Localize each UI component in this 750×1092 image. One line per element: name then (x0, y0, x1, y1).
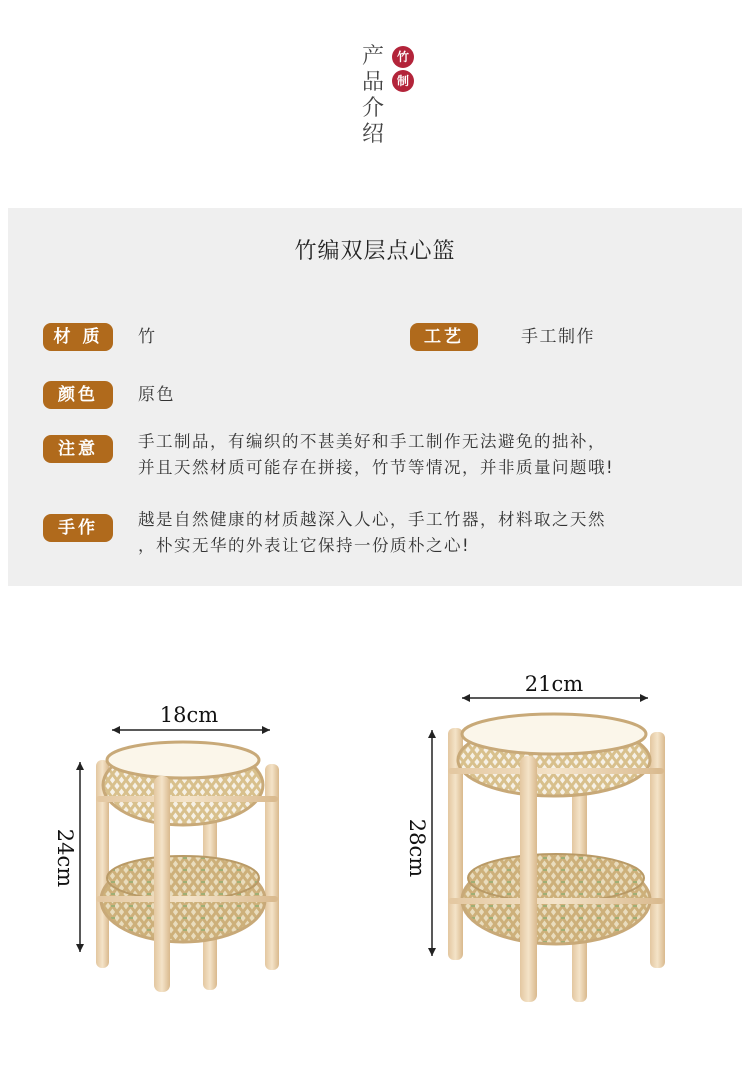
header (0, 0, 750, 200)
handmade-line-2: ，朴实无华的外表让它保持一份质朴之心! (138, 536, 471, 555)
bamboo-seal-logo (392, 46, 416, 94)
product-photos (0, 600, 750, 1088)
seal-char: 竹 (392, 46, 414, 68)
product-info-panel (8, 208, 742, 586)
title-char: 产 (362, 44, 385, 69)
large-height-label: 28cm (405, 818, 429, 878)
product-name: 竹编双层点心篮 (294, 239, 456, 264)
color-badge: 颜色 (43, 381, 113, 409)
title-char: 绍 (362, 122, 385, 147)
craft-badge: 工艺 (410, 323, 478, 351)
small-basket (53, 703, 279, 992)
material-value: 竹 (138, 327, 157, 347)
craft-value: 手工制作 (521, 327, 595, 347)
small-width-label: 18cm (159, 703, 219, 727)
handmade-line-1: 越是自然健康的材质越深入人心，手工竹器，材料取之天然 (138, 510, 606, 529)
material-badge: 材 质 (43, 323, 113, 351)
note-badge: 注意 (43, 435, 113, 463)
small-height-label: 24cm (53, 828, 77, 888)
large-basket (405, 672, 665, 1002)
title-char: 介 (362, 96, 385, 121)
note-line-2: 并且天然材质可能存在拼接，竹节等情况，并非质量问题哦! (138, 458, 615, 477)
handmade-badge: 手作 (43, 514, 113, 542)
product-intro-title (362, 44, 388, 148)
product-illustration (0, 600, 750, 1088)
color-value: 原色 (138, 385, 175, 405)
title-char: 品 (362, 70, 385, 95)
note-line-1: 手工制品，有编织的不甚美好和手工制作无法避免的拙补， (138, 432, 606, 451)
large-width-label: 21cm (524, 672, 584, 696)
seal-char: 制 (392, 70, 414, 92)
